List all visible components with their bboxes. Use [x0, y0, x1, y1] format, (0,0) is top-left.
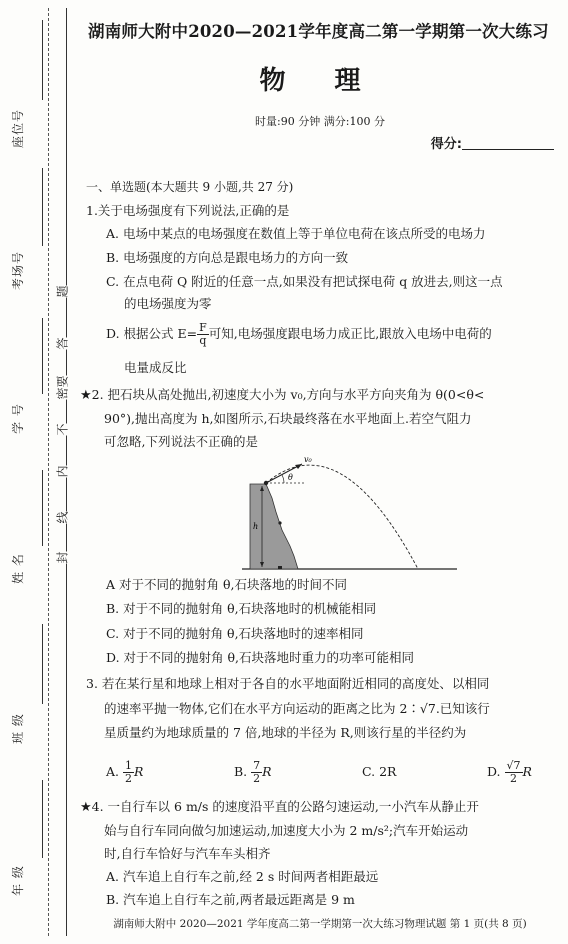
- seal-char: 要: [53, 375, 72, 387]
- q4-option-b: B. 汽车追上自行车之前,两者最远距离是 9 m: [106, 892, 355, 907]
- q3-stem-line3: 星质量约为地球质量的 7 倍,地球的半径为 R,则该行星的半径约为: [104, 725, 467, 740]
- exam-page: [80, 0, 560, 944]
- q3-d-num: √7: [506, 759, 521, 772]
- q2-stem-line3: 可忽略,下列说法不正确的是: [104, 434, 258, 449]
- q3-stem-line1: 3. 若在某行星和地球上相对于各自的水平地面附近相同的高度处、以相同: [86, 676, 490, 691]
- q1-option-d: [106, 322, 556, 347]
- student-id-field-line: [42, 318, 43, 394]
- seal-char: 线: [53, 511, 72, 523]
- q3-a-num: 1: [125, 759, 132, 772]
- page-footer: 湖南师大附中 2020—2021 学年度高二第一学期第一次大练习物理试题 第 1 页(共 8 页): [113, 918, 527, 930]
- q3-d-tail: R: [522, 764, 532, 779]
- q1-d-fraction: [197, 322, 209, 347]
- cliff-point: [278, 521, 281, 524]
- v0-label: v₀: [304, 455, 312, 464]
- seal-char: 答: [53, 337, 72, 349]
- q3-b-label: B.: [233, 764, 248, 779]
- student-id-label: 学 号: [10, 403, 25, 434]
- star-icon: ★: [80, 800, 92, 815]
- room-field-line: [42, 168, 43, 246]
- exam-meta: 时量:90 分钟 满分:100 分: [255, 115, 385, 128]
- score-label: 得分:: [430, 137, 462, 152]
- room-label: 考场号: [11, 250, 26, 291]
- seal-char: 不: [53, 423, 72, 435]
- seal-char: 封: [53, 551, 72, 563]
- dashed-cut-line: [48, 8, 49, 936]
- ground-marker: [278, 566, 282, 569]
- name-field-line: [42, 470, 43, 546]
- q3-option-d: [487, 760, 532, 785]
- theta-label: θ: [288, 473, 293, 482]
- q1-option-b: B. 电场强度的方向总是跟电场力的方向一致: [106, 250, 349, 265]
- q1-d-num: F: [199, 321, 207, 334]
- q1-option-d-cont: 电量成反比: [124, 360, 187, 375]
- score-blank[interactable]: [462, 137, 554, 150]
- q2-option-b: B. 对于不同的抛射角 θ,石块落地时的机械能相同: [106, 601, 377, 616]
- grade-label: 年 级: [10, 865, 25, 896]
- q3-option-a: [106, 760, 143, 785]
- q4-stem-line1: [80, 796, 556, 818]
- q3-b-tail: R: [262, 764, 272, 779]
- q2-option-a: A 对于不同的抛射角 θ,石块落地的时间不同: [106, 577, 347, 592]
- seal-char: 题: [53, 285, 72, 297]
- section-heading: 一、单选题(本大题共 9 小题,共 27 分): [86, 180, 294, 194]
- q3-a-label: A.: [106, 764, 120, 779]
- score-field: [431, 133, 554, 152]
- subject-title: 物 理: [259, 66, 381, 96]
- q2-stem-line2: 90°),抛出高度为 h,如图所示,石块最终落在水平地面上.若空气阻力: [104, 411, 472, 426]
- q1-option-a: A. 电场中某点的电场强度在数值上等于单位电荷在该点所受的电场力: [106, 226, 486, 241]
- h-label: h: [253, 522, 259, 531]
- class-label: 班 级: [10, 713, 25, 744]
- q1-d-den: q: [199, 334, 207, 347]
- q2-stem-line1: [80, 384, 556, 406]
- angle-arc: [282, 475, 284, 483]
- q3-b-num: 7: [253, 759, 261, 772]
- q4-stem-line2: 始与自行车同向做匀加速运动,加速度大小为 2 m/s²;汽车开始运动: [104, 823, 469, 838]
- q1-stem: 1.关于电场强度有下列说法,正确的是: [86, 203, 290, 218]
- class-field-line: [42, 624, 43, 704]
- q4-stem-line3: 时,自行车恰好与汽车车头相齐: [104, 846, 271, 861]
- q3-b-den: 2: [253, 772, 261, 785]
- exam-title: 湖南师大附中2020—2021学年度高二第一学期第一次大练习: [88, 22, 549, 41]
- q3-a-tail: R: [134, 764, 144, 779]
- q3-d-fraction: [505, 760, 523, 785]
- q2-option-d: D. 对于不同的抛射角 θ,石块落地时重力的功率可能相同: [106, 650, 414, 665]
- q3-a-fraction: [123, 760, 134, 785]
- seal-char: 密: [53, 387, 72, 399]
- q1-option-c-cont: 的电场强度为零: [124, 296, 212, 311]
- q3-d-den: 2: [510, 772, 518, 785]
- seal-char: 内: [53, 465, 72, 477]
- q3-stem-line2: 的速率平抛一物体,它们在水平方向运动的距离之比为 2∶√7.已知该行: [104, 701, 490, 716]
- grade-field-line: [42, 780, 43, 858]
- binding-margin: [0, 0, 75, 944]
- q3-option-c: C. 2R: [362, 764, 397, 779]
- seat-label: 座位号: [11, 108, 26, 149]
- arrowhead-icon: [295, 464, 302, 469]
- q2-stem-text: 2. 把石块从高处抛出,初速度大小为 v₀,方向与水平方向夹角为 θ(0<θ<: [91, 387, 485, 402]
- q1-option-c: C. 在点电荷 Q 附近的任意一点,如果没有把试探电荷 q 放进去,则这一点: [106, 274, 503, 289]
- q4-option-a: A. 汽车追上自行车之前,经 2 s 时间两者相距最远: [106, 869, 379, 884]
- q3-option-b: [234, 760, 272, 785]
- name-label: 姓 名: [10, 553, 25, 584]
- q4-stem-text: 4. 一自行车以 6 m/s 的速度沿平直的公路匀速运动,一小汽车从静止开: [91, 799, 479, 814]
- q1-d-pre: D. 根据公式 E=: [106, 326, 198, 341]
- q3-d-label: D.: [486, 764, 501, 779]
- q1-d-post: 可知,电场强度跟电场力成正比,跟放入电场中电荷的: [208, 326, 492, 341]
- q3-a-den: 2: [125, 772, 132, 785]
- q2-option-c: C. 对于不同的抛射角 θ,石块落地时的速率相同: [106, 626, 364, 641]
- star-icon: ★: [80, 388, 92, 403]
- projectile-figure: [232, 450, 462, 570]
- q3-options: [106, 760, 556, 785]
- q3-b-fraction: [251, 760, 262, 785]
- seat-field-line: [42, 20, 43, 100]
